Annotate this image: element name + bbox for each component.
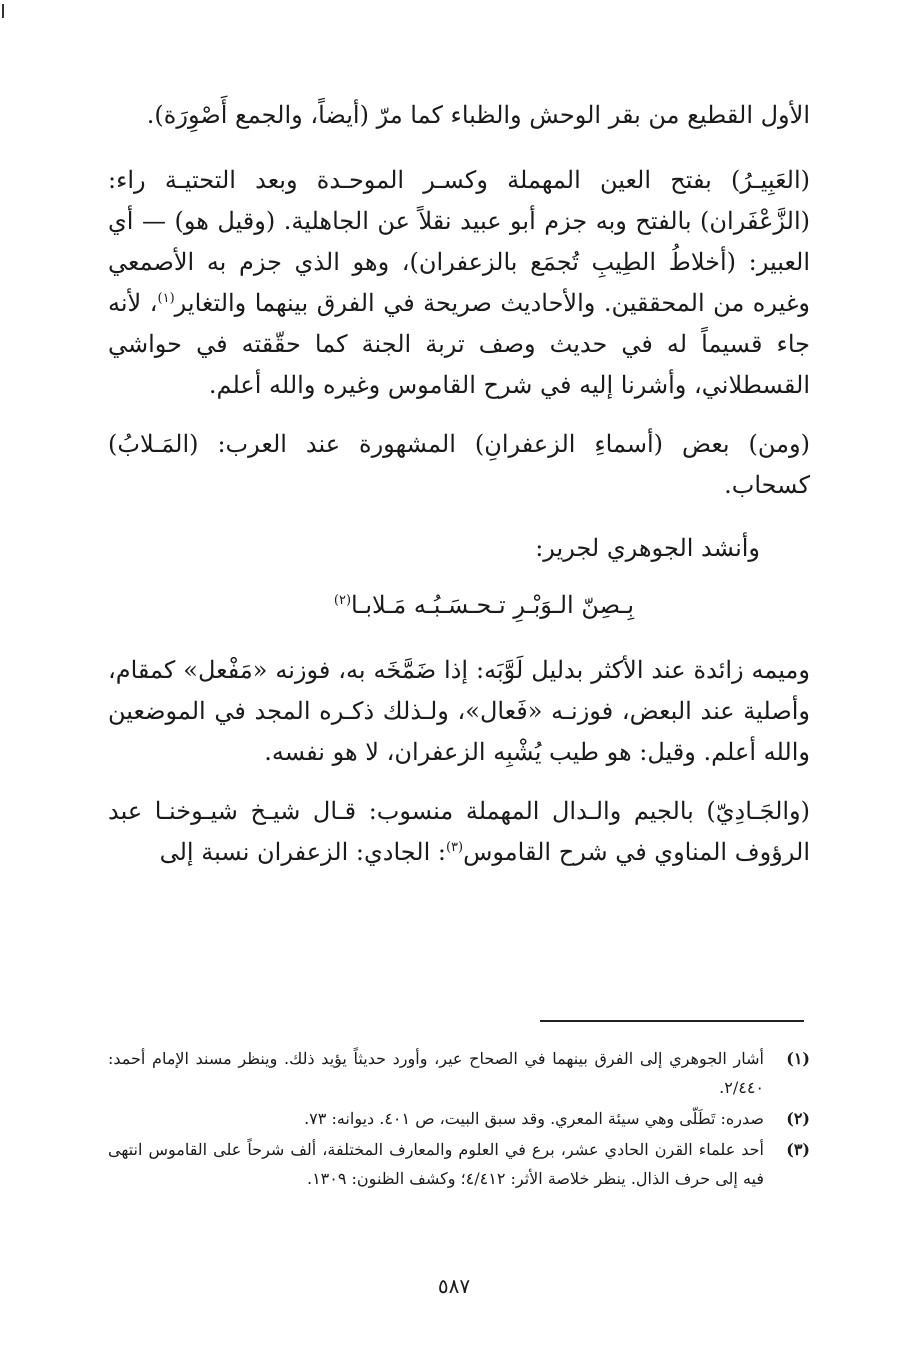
verse-text: بِـصِنّ الـوَبْـرِ تـحـسَـبُـه مَـلابـا	[351, 591, 635, 619]
poetry-verse	[108, 585, 810, 626]
paragraph-jadi-text: (والجَـادِيّ) بالجيم والـدال المهملة منسوب: قـال شيـخ شيـوخنـا عبد الرؤوف المناوي في شرح القاموس	[108, 797, 810, 866]
footnote-3	[108, 1135, 810, 1193]
paragraph-1: الأول القطيع من بقر الوحش والظباء كما مرّ (أيضاً، والجمع أَصْوِرَة).	[146, 101, 810, 129]
footnote-ref-2[interactable]: (٢)	[333, 593, 352, 608]
footnote-separator	[540, 1020, 804, 1022]
paragraph-mim: وميمه زائدة عند الأكثر بدليل لَوَّبَه: إذا ضَمَّخَه به، فوزنه «مَفْعل» كمقام، وأصلية عند البعض، فوزنـه «فَعال»، ولـذلك ذكـره المجد في الموضعين والله أعلم. وقيل: هو طيب يُشْبِه الزعفران، لا هو نفسه.	[108, 656, 810, 766]
paragraph-jadi-tail: : الجادي: الزعفران نسبة إلى	[159, 838, 446, 866]
footnote-ref-3[interactable]: (٣)	[445, 840, 464, 855]
paragraph-abir-text: (العَبِيـرُ) بفتح العين المهملة وكسـر الموحـدة وبعد التحتيـة راء: (الزَّعْفَران) بالفتح وبه جزم أبو عبيد نقلاً عن الجاهلية. (وقيل هو) — أي العبير: (أخلاطُ الطِيبِ تُجمَع بالزعفران)، وهو الذي جزم به الأصمعي وغيره من المحققين. والأحاديث صريحة في الفرق بينهما والتغاير	[108, 166, 811, 317]
footnote-number: (٣)	[786, 1140, 810, 1159]
main-text	[108, 95, 810, 873]
page-number: ٥٨٧	[437, 1274, 471, 1298]
footnote-ref-1[interactable]: (١)	[157, 291, 175, 306]
footnote-number: (١)	[786, 1049, 810, 1068]
paragraph-jadi	[108, 791, 810, 873]
footnote-2	[108, 1104, 810, 1133]
footnote-number: (٢)	[786, 1109, 810, 1128]
footnote-1	[108, 1044, 810, 1102]
paragraph-malab: (ومن) بعض (أسماءِ الزعفرانِ) المشهورة عند العرب: (المَـلابُ) كسحاب.	[108, 430, 810, 499]
footnote-text: أحد علماء القرن الحادي عشر، برع في العلوم والمعارف المختلفة، ألف شرحاً على القاموس انتهى فيه إلى حرف الذال. ينظر خلاصة الأثر: ٤/٤١٢؛ وكشف الظنون: ١٣٠٩.	[108, 1140, 764, 1188]
verse-intro: وأنشد الجوهري لجرير:	[535, 534, 760, 562]
footnote-text: صدره: تَطَلّى وهي سيئة المعري. وقد سبق البيت، ص ٤٠١. ديوانه: ٧٣.	[304, 1109, 764, 1128]
paragraph-abir	[108, 160, 810, 406]
footnotes	[108, 1044, 810, 1195]
page-edge-mark	[2, 4, 4, 18]
footnote-text: أشار الجوهري إلى الفرق بينهما في الصحاح عير، وأورد حديثاً يؤيد ذلك. وينظر مسند الإمام أحمد: ٢/٤٤٠.	[108, 1049, 765, 1097]
paragraph-abir-tail: ، لأنه جاء قسيماً له في حديث وصف تربة الجنة كما حقّقته في حواشي القسطلاني، وأشرنا إليه في شرح القاموس وغيره والله أعلم.	[108, 289, 810, 399]
